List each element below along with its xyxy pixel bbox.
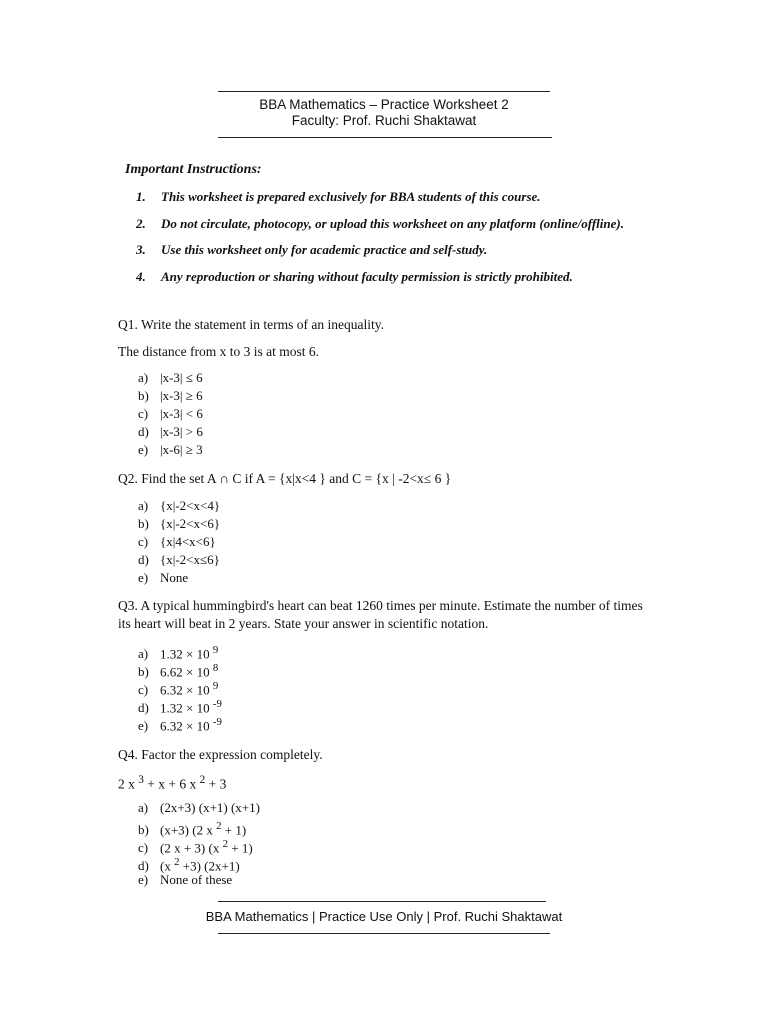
question-2-options [138,497,220,587]
instruction-item [136,188,652,206]
option-text: (x [160,858,171,874]
option-exponent: 2 [174,856,180,868]
option-text: None [160,570,189,585]
instruction-number: 2. [136,215,146,231]
option-text: |x-6| ≥ 3 [160,442,203,457]
option-label: c) [138,682,149,698]
instruction-item [136,215,652,233]
expression-exponent: 2 [199,774,206,786]
expression-part: + 3 [205,776,227,792]
footer-bottom-rule [218,933,550,934]
option-item [138,515,220,533]
option-item [138,817,260,838]
footer: BBA Mathematics | Practice Use Only | Prof. Ruchi Shaktawat [205,909,563,924]
option-text: (2 x + 3) (x [160,840,220,856]
option-item [138,871,260,889]
option-text: 6.32 × 10 [160,682,210,698]
option-label: d) [138,700,149,716]
option-label: d) [138,552,149,567]
option-exponent: -9 [212,716,222,728]
option-label: e) [138,718,149,734]
question-1: Q1. Write the statement in terms of an inequality. [118,317,385,332]
option-text: (x+3) (2 x [160,822,213,838]
option-item [138,835,260,856]
option-label: d) [138,858,149,874]
option-label: b) [138,516,149,531]
option-item [138,853,260,874]
option-item [138,441,203,459]
question-2: Q2. Find the set A ∩ C if A = {x|x<4 } and C = {x | -2<x≤ 6 } [118,471,452,486]
worksheet-title: BBA Mathematics – Practice Worksheet 2 [259,97,509,112]
option-item [138,533,220,551]
option-text: 6.62 × 10 [160,664,210,680]
instruction-item [136,241,652,259]
option-label: a) [138,370,149,385]
option-text: 1.32 × 10 [160,646,210,662]
option-text: None of these [160,872,233,887]
option-text: (2x+3) (x+1) (x+1) [160,800,260,815]
expression-part: 2 x [118,776,135,792]
option-item [138,677,222,698]
option-label: a) [138,646,149,662]
option-text: {x|-2<x<4} [160,498,221,513]
option-text: |x-3| < 6 [160,406,203,421]
question-4-expression [118,772,658,793]
option-text: {x|-2<x≤6} [160,552,220,567]
option-text: +3) (2x+1) [179,858,240,874]
faculty-line: Faculty: Prof. Ruchi Shaktawat [291,113,477,128]
option-label: e) [138,570,149,585]
option-exponent: 8 [212,662,219,674]
option-label: b) [138,822,149,838]
question-3-options [138,641,222,734]
instruction-number: 3. [136,242,146,257]
option-label: d) [138,424,149,439]
option-item [138,569,220,587]
question-1-options [138,369,203,459]
option-text: {x|-2<x<6} [160,516,221,531]
question-3: Q3. A typical hummingbird's heart can beat 1260 times per minute. Estimate the number of times its heart will beat in 2 years. State your answer in scientific notation. [118,598,643,631]
question-4: Q4. Factor the expression completely. [118,747,323,762]
question-1-statement: The distance from x to 3 is at most 6. [118,344,319,359]
option-exponent: 2 [222,838,228,850]
instructions-list [136,188,652,294]
option-item [138,659,222,680]
option-item [138,713,222,734]
option-text: |x-3| ≥ 6 [160,388,203,403]
option-item [138,695,222,716]
option-text: + 1) [221,822,247,838]
option-label: b) [138,664,149,680]
instruction-number: 4. [136,268,146,284]
option-text: {x|4<x<6} [160,534,216,549]
worksheet-header [200,97,568,129]
option-label: a) [138,800,149,815]
option-exponent: 2 [216,820,222,832]
question-4-options [138,799,260,889]
option-text: 1.32 × 10 [160,700,210,716]
option-item [138,497,220,515]
option-exponent: 9 [212,644,219,656]
option-label: c) [138,406,149,421]
option-text: |x-3| > 6 [160,424,203,439]
instructions-title: Important Instructions: [125,162,262,177]
option-label: a) [138,498,149,513]
option-item [138,551,220,569]
option-item [138,799,260,817]
instruction-text: Do not circulate, photocopy, or upload this worksheet on any platform (online/offline). [161,215,624,231]
option-label: c) [138,840,149,856]
option-text: |x-3| ≤ 6 [160,370,203,385]
option-text: + 1) [228,840,253,856]
option-item [138,369,203,387]
option-exponent: -9 [212,698,222,710]
header-top-rule [218,91,550,92]
instruction-item [136,268,652,286]
footer-top-rule [218,901,546,902]
instruction-number: 1. [136,189,146,204]
expression-part: + x + 6 x [143,776,197,792]
instruction-text: Use this worksheet only for academic practice and self-study. [161,242,488,257]
option-label: c) [138,534,149,549]
option-label: e) [138,442,149,457]
option-exponent: 9 [212,680,219,692]
header-bottom-rule [218,137,552,138]
option-label: e) [138,872,149,887]
option-text: 6.32 × 10 [160,718,210,734]
expression-exponent: 3 [138,774,144,786]
instruction-text: Any reproduction or sharing without faculty permission is strictly prohibited. [161,268,573,284]
option-item [138,387,203,405]
option-item [138,423,203,441]
option-item [138,405,203,423]
option-item [138,641,222,662]
instruction-text: This worksheet is prepared exclusively for BBA students of this course. [161,189,541,204]
option-label: b) [138,388,149,403]
